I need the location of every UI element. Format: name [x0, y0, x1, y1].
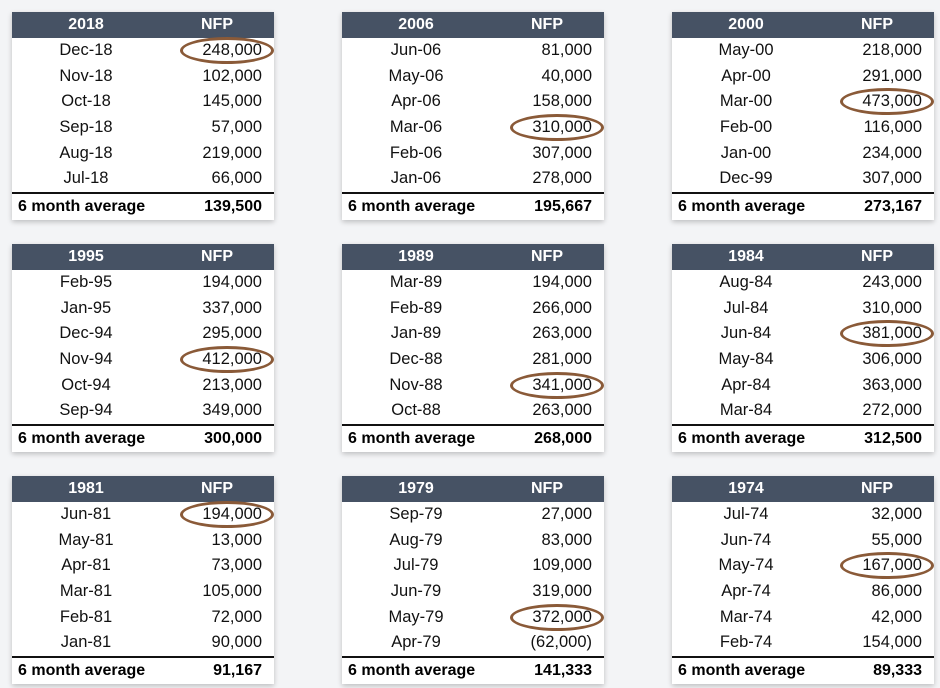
nfp-value-cell [160, 299, 274, 318]
month-cell: May-79 [388, 607, 444, 626]
nfp-value-cell [160, 273, 274, 292]
average-row [12, 424, 274, 452]
year-header: 1989 [398, 248, 434, 265]
average-label: 6 month average [678, 661, 806, 679]
month-cell: Jan-89 [390, 324, 442, 343]
month-cell: Mar-89 [389, 273, 443, 292]
nfp-value: 109,000 [532, 556, 592, 575]
nfp-value-cell [490, 41, 604, 60]
nfp-value-cell [490, 299, 604, 318]
nfp-value-cell [490, 169, 604, 188]
average-value: 300,000 [204, 429, 262, 447]
nfp-value: 473,000 [862, 92, 922, 111]
month-cell: Jun-81 [60, 505, 112, 524]
nfp-value-cell [820, 376, 934, 395]
nfp-value: 310,000 [862, 298, 922, 317]
nfp-value: 73,000 [211, 556, 262, 575]
month-cell: Aug-79 [389, 530, 443, 549]
table-header [672, 244, 934, 270]
nfp-value: (62,000) [530, 633, 592, 652]
month-cell: Feb-89 [389, 298, 443, 317]
month-cell: Feb-00 [719, 118, 773, 137]
table-row [672, 553, 934, 579]
nfp-value-cell [490, 531, 604, 550]
nfp-value: 266,000 [532, 298, 592, 317]
nfp-table-1974 [672, 476, 934, 684]
average-row [672, 192, 934, 220]
month-cell: Apr-81 [61, 556, 111, 575]
table-header [672, 476, 934, 502]
table-row [342, 502, 604, 528]
nfp-value-cell [160, 350, 274, 369]
month-cell: Mar-74 [719, 607, 773, 626]
nfp-value-cell [820, 41, 934, 60]
nfp-value: 42,000 [871, 607, 922, 626]
average-label: 6 month average [678, 429, 806, 447]
nfp-value: 291,000 [862, 66, 922, 85]
nfp-value-cell [490, 608, 604, 627]
nfp-value-cell [490, 582, 604, 601]
average-value: 91,167 [213, 661, 262, 679]
month-cell: Oct-94 [61, 375, 111, 394]
nfp-column-header: NFP [531, 480, 563, 497]
nfp-value-cell [490, 273, 604, 292]
nfp-value: 158,000 [532, 92, 592, 111]
month-cell: May-84 [718, 350, 774, 369]
month-cell: May-74 [718, 556, 774, 575]
month-cell: Mar-06 [389, 118, 443, 137]
average-row [672, 656, 934, 684]
year-header: 1995 [68, 248, 104, 265]
year-header: 1984 [728, 248, 764, 265]
nfp-column-header: NFP [201, 480, 233, 497]
nfp-table-1984 [672, 244, 934, 452]
table-row [672, 347, 934, 373]
month-cell: Jan-95 [60, 298, 112, 317]
table-row [672, 604, 934, 630]
nfp-value-cell [820, 273, 934, 292]
nfp-value-cell [160, 505, 274, 524]
nfp-value: 219,000 [202, 143, 262, 162]
month-cell: Nov-88 [389, 375, 443, 394]
nfp-value-cell [490, 633, 604, 652]
table-row [342, 528, 604, 554]
month-cell: Aug-18 [59, 143, 113, 162]
nfp-value-cell [820, 350, 934, 369]
table-row [12, 347, 274, 373]
nfp-value: 372,000 [532, 607, 592, 626]
month-cell: Mar-84 [719, 401, 773, 420]
nfp-table-1989 [342, 244, 604, 452]
table-header [342, 476, 604, 502]
nfp-column-header: NFP [861, 248, 893, 265]
nfp-value: 194,000 [202, 273, 262, 292]
nfp-value: 40,000 [541, 66, 592, 85]
nfp-value-cell [820, 505, 934, 524]
month-cell: May-06 [388, 66, 444, 85]
nfp-value-cell [160, 41, 274, 60]
table-row [12, 140, 274, 166]
month-cell: Jul-18 [63, 169, 109, 188]
nfp-value: 307,000 [532, 143, 592, 162]
month-cell: Feb-81 [59, 607, 113, 626]
nfp-value-cell [490, 92, 604, 111]
month-cell: Feb-74 [719, 633, 773, 652]
nfp-column-header: NFP [861, 16, 893, 33]
table-row [12, 398, 274, 424]
nfp-value-cell [820, 401, 934, 420]
nfp-value: 55,000 [871, 530, 922, 549]
average-value: 139,500 [204, 197, 262, 215]
average-value: 141,333 [534, 661, 592, 679]
nfp-value: 72,000 [211, 607, 262, 626]
nfp-value: 306,000 [862, 350, 922, 369]
nfp-value-cell [490, 118, 604, 137]
table-row [12, 296, 274, 322]
table-row [12, 115, 274, 141]
nfp-value: 57,000 [211, 118, 262, 137]
table-row [12, 502, 274, 528]
average-value: 89,333 [873, 661, 922, 679]
month-cell: Jun-79 [390, 582, 442, 601]
table-row [12, 630, 274, 656]
table-row [12, 553, 274, 579]
average-value: 268,000 [534, 429, 592, 447]
nfp-value: 263,000 [532, 324, 592, 343]
table-row [342, 140, 604, 166]
table-row [342, 347, 604, 373]
month-cell: Feb-06 [389, 143, 443, 162]
table-row [672, 38, 934, 64]
table-row [342, 296, 604, 322]
table-row [342, 89, 604, 115]
table-row [342, 604, 604, 630]
nfp-value-cell [820, 608, 934, 627]
nfp-value: 213,000 [202, 375, 262, 394]
year-header: 2000 [728, 16, 764, 33]
nfp-value-cell [820, 169, 934, 188]
table-row [672, 270, 934, 296]
table-row [672, 630, 934, 656]
average-row [12, 192, 274, 220]
nfp-value: 90,000 [211, 633, 262, 652]
nfp-value-cell [160, 376, 274, 395]
month-cell: Jun-06 [390, 41, 442, 60]
table-header [12, 244, 274, 270]
average-label: 6 month average [348, 429, 476, 447]
table-header [342, 12, 604, 38]
month-cell: Apr-74 [721, 582, 771, 601]
nfp-value-cell [490, 376, 604, 395]
nfp-table-1995 [12, 244, 274, 452]
nfp-value-cell [160, 118, 274, 137]
table-row [12, 38, 274, 64]
nfp-value-cell [160, 324, 274, 343]
average-row [672, 424, 934, 452]
month-cell: Apr-06 [391, 92, 441, 111]
nfp-value-cell [490, 324, 604, 343]
nfp-value-cell [160, 531, 274, 550]
nfp-value: 319,000 [532, 582, 592, 601]
month-cell: Sep-94 [59, 401, 113, 420]
table-row [12, 372, 274, 398]
table-row [342, 579, 604, 605]
nfp-value-cell [820, 324, 934, 343]
month-cell: Nov-94 [59, 350, 113, 369]
average-row [342, 656, 604, 684]
table-row [672, 89, 934, 115]
month-cell: Oct-88 [391, 401, 441, 420]
nfp-value-cell [820, 531, 934, 550]
month-cell: Jul-84 [723, 298, 769, 317]
nfp-column-header: NFP [201, 248, 233, 265]
month-cell: Apr-79 [391, 633, 441, 652]
month-cell: Apr-84 [721, 375, 771, 394]
nfp-value-cell [160, 582, 274, 601]
nfp-value-cell [820, 633, 934, 652]
month-cell: Sep-79 [389, 505, 443, 524]
average-label: 6 month average [18, 197, 146, 215]
nfp-value-cell [490, 505, 604, 524]
nfp-table-2006 [342, 12, 604, 220]
nfp-value: 281,000 [532, 350, 592, 369]
nfp-value-cell [820, 144, 934, 163]
nfp-value: 349,000 [202, 401, 262, 420]
table-row [672, 166, 934, 192]
nfp-value: 81,000 [541, 41, 592, 60]
average-value: 195,667 [534, 197, 592, 215]
month-cell: Feb-95 [59, 273, 113, 292]
nfp-value: 194,000 [532, 273, 592, 292]
table-row [342, 38, 604, 64]
table-row [12, 166, 274, 192]
table-row [12, 604, 274, 630]
nfp-table-2018 [12, 12, 274, 220]
nfp-value: 307,000 [862, 169, 922, 188]
nfp-value: 218,000 [862, 41, 922, 60]
table-row [342, 115, 604, 141]
nfp-value: 27,000 [541, 505, 592, 524]
table-row [12, 321, 274, 347]
table-row [12, 579, 274, 605]
nfp-value: 278,000 [532, 169, 592, 188]
nfp-value: 295,000 [202, 324, 262, 343]
table-header [342, 244, 604, 270]
nfp-value: 412,000 [202, 350, 262, 369]
average-label: 6 month average [348, 197, 476, 215]
table-row [672, 528, 934, 554]
table-row [342, 553, 604, 579]
nfp-table-2000 [672, 12, 934, 220]
table-row [342, 321, 604, 347]
nfp-value: 337,000 [202, 298, 262, 317]
nfp-value-cell [820, 118, 934, 137]
month-cell: Jul-74 [723, 505, 769, 524]
average-label: 6 month average [348, 661, 476, 679]
nfp-value-cell [820, 92, 934, 111]
month-cell: Dec-99 [719, 169, 773, 188]
table-row [12, 64, 274, 90]
table-row [12, 89, 274, 115]
nfp-value: 105,000 [202, 582, 262, 601]
average-label: 6 month average [18, 661, 146, 679]
nfp-value: 13,000 [211, 530, 262, 549]
nfp-value-cell [160, 556, 274, 575]
table-row [342, 270, 604, 296]
average-label: 6 month average [18, 429, 146, 447]
month-cell: Dec-94 [59, 324, 113, 343]
month-cell: Dec-88 [389, 350, 443, 369]
nfp-value-cell [820, 582, 934, 601]
nfp-value-cell [490, 401, 604, 420]
nfp-value-cell [490, 67, 604, 86]
month-cell: Dec-18 [59, 41, 113, 60]
nfp-value: 243,000 [862, 273, 922, 292]
table-row [342, 166, 604, 192]
month-cell: Jun-74 [720, 530, 772, 549]
nfp-value: 263,000 [532, 401, 592, 420]
nfp-value: 167,000 [862, 556, 922, 575]
nfp-column-header: NFP [201, 16, 233, 33]
nfp-value: 341,000 [532, 375, 592, 394]
nfp-value-cell [820, 67, 934, 86]
average-label: 6 month average [678, 197, 806, 215]
nfp-value-cell [160, 144, 274, 163]
year-header: 2018 [68, 16, 104, 33]
month-cell: May-81 [58, 530, 114, 549]
nfp-value-cell [160, 92, 274, 111]
month-cell: Nov-18 [59, 66, 113, 85]
year-header: 1979 [398, 480, 434, 497]
month-cell: Mar-00 [719, 92, 773, 111]
nfp-value-cell [490, 556, 604, 575]
average-row [342, 424, 604, 452]
nfp-value-cell [490, 144, 604, 163]
month-cell: Jul-79 [393, 556, 439, 575]
table-row [672, 140, 934, 166]
table-header [12, 476, 274, 502]
nfp-table-1981 [12, 476, 274, 684]
nfp-value-cell [160, 401, 274, 420]
nfp-value-cell [820, 556, 934, 575]
month-cell: Jan-81 [60, 633, 112, 652]
year-header: 1974 [728, 480, 764, 497]
month-cell: Aug-84 [719, 273, 773, 292]
nfp-value: 154,000 [862, 633, 922, 652]
nfp-value-cell [160, 67, 274, 86]
nfp-value-cell [160, 608, 274, 627]
table-header [672, 12, 934, 38]
table-row [342, 64, 604, 90]
table-row [12, 528, 274, 554]
nfp-value: 272,000 [862, 401, 922, 420]
table-row [672, 502, 934, 528]
average-value: 273,167 [864, 197, 922, 215]
nfp-value-cell [490, 350, 604, 369]
nfp-value-cell [160, 633, 274, 652]
table-row [672, 115, 934, 141]
nfp-value: 116,000 [863, 118, 922, 137]
average-row [342, 192, 604, 220]
table-row [12, 270, 274, 296]
average-value: 312,500 [864, 429, 922, 447]
nfp-value: 102,000 [202, 66, 262, 85]
table-row [672, 64, 934, 90]
month-cell: Apr-00 [721, 66, 771, 85]
table-row [672, 579, 934, 605]
nfp-value: 381,000 [862, 324, 922, 343]
nfp-column-header: NFP [531, 248, 563, 265]
nfp-value: 363,000 [862, 375, 922, 394]
month-cell: Jun-84 [720, 324, 772, 343]
year-header: 2006 [398, 16, 434, 33]
month-cell: Sep-18 [59, 118, 113, 137]
nfp-value: 86,000 [871, 582, 922, 601]
month-cell: May-00 [718, 41, 774, 60]
nfp-value: 248,000 [202, 41, 262, 60]
table-header [12, 12, 274, 38]
nfp-value: 234,000 [862, 143, 922, 162]
average-row [12, 656, 274, 684]
table-row [342, 372, 604, 398]
nfp-column-header: NFP [861, 480, 893, 497]
nfp-value: 145,000 [202, 92, 262, 111]
table-row [672, 296, 934, 322]
table-row [342, 398, 604, 424]
nfp-value: 83,000 [541, 530, 592, 549]
table-row [672, 372, 934, 398]
month-cell: Jan-00 [720, 143, 772, 162]
nfp-value: 310,000 [532, 118, 592, 137]
month-cell: Mar-81 [59, 582, 113, 601]
nfp-value: 66,000 [211, 169, 262, 188]
year-header: 1981 [68, 480, 104, 497]
nfp-value: 194,000 [202, 505, 262, 524]
nfp-table-1979 [342, 476, 604, 684]
month-cell: Oct-18 [61, 92, 111, 111]
nfp-value-cell [160, 169, 274, 188]
nfp-value-cell [820, 299, 934, 318]
table-row [342, 630, 604, 656]
nfp-column-header: NFP [531, 16, 563, 33]
nfp-value: 32,000 [871, 505, 922, 524]
table-row [672, 321, 934, 347]
table-row [672, 398, 934, 424]
month-cell: Jan-06 [390, 169, 442, 188]
